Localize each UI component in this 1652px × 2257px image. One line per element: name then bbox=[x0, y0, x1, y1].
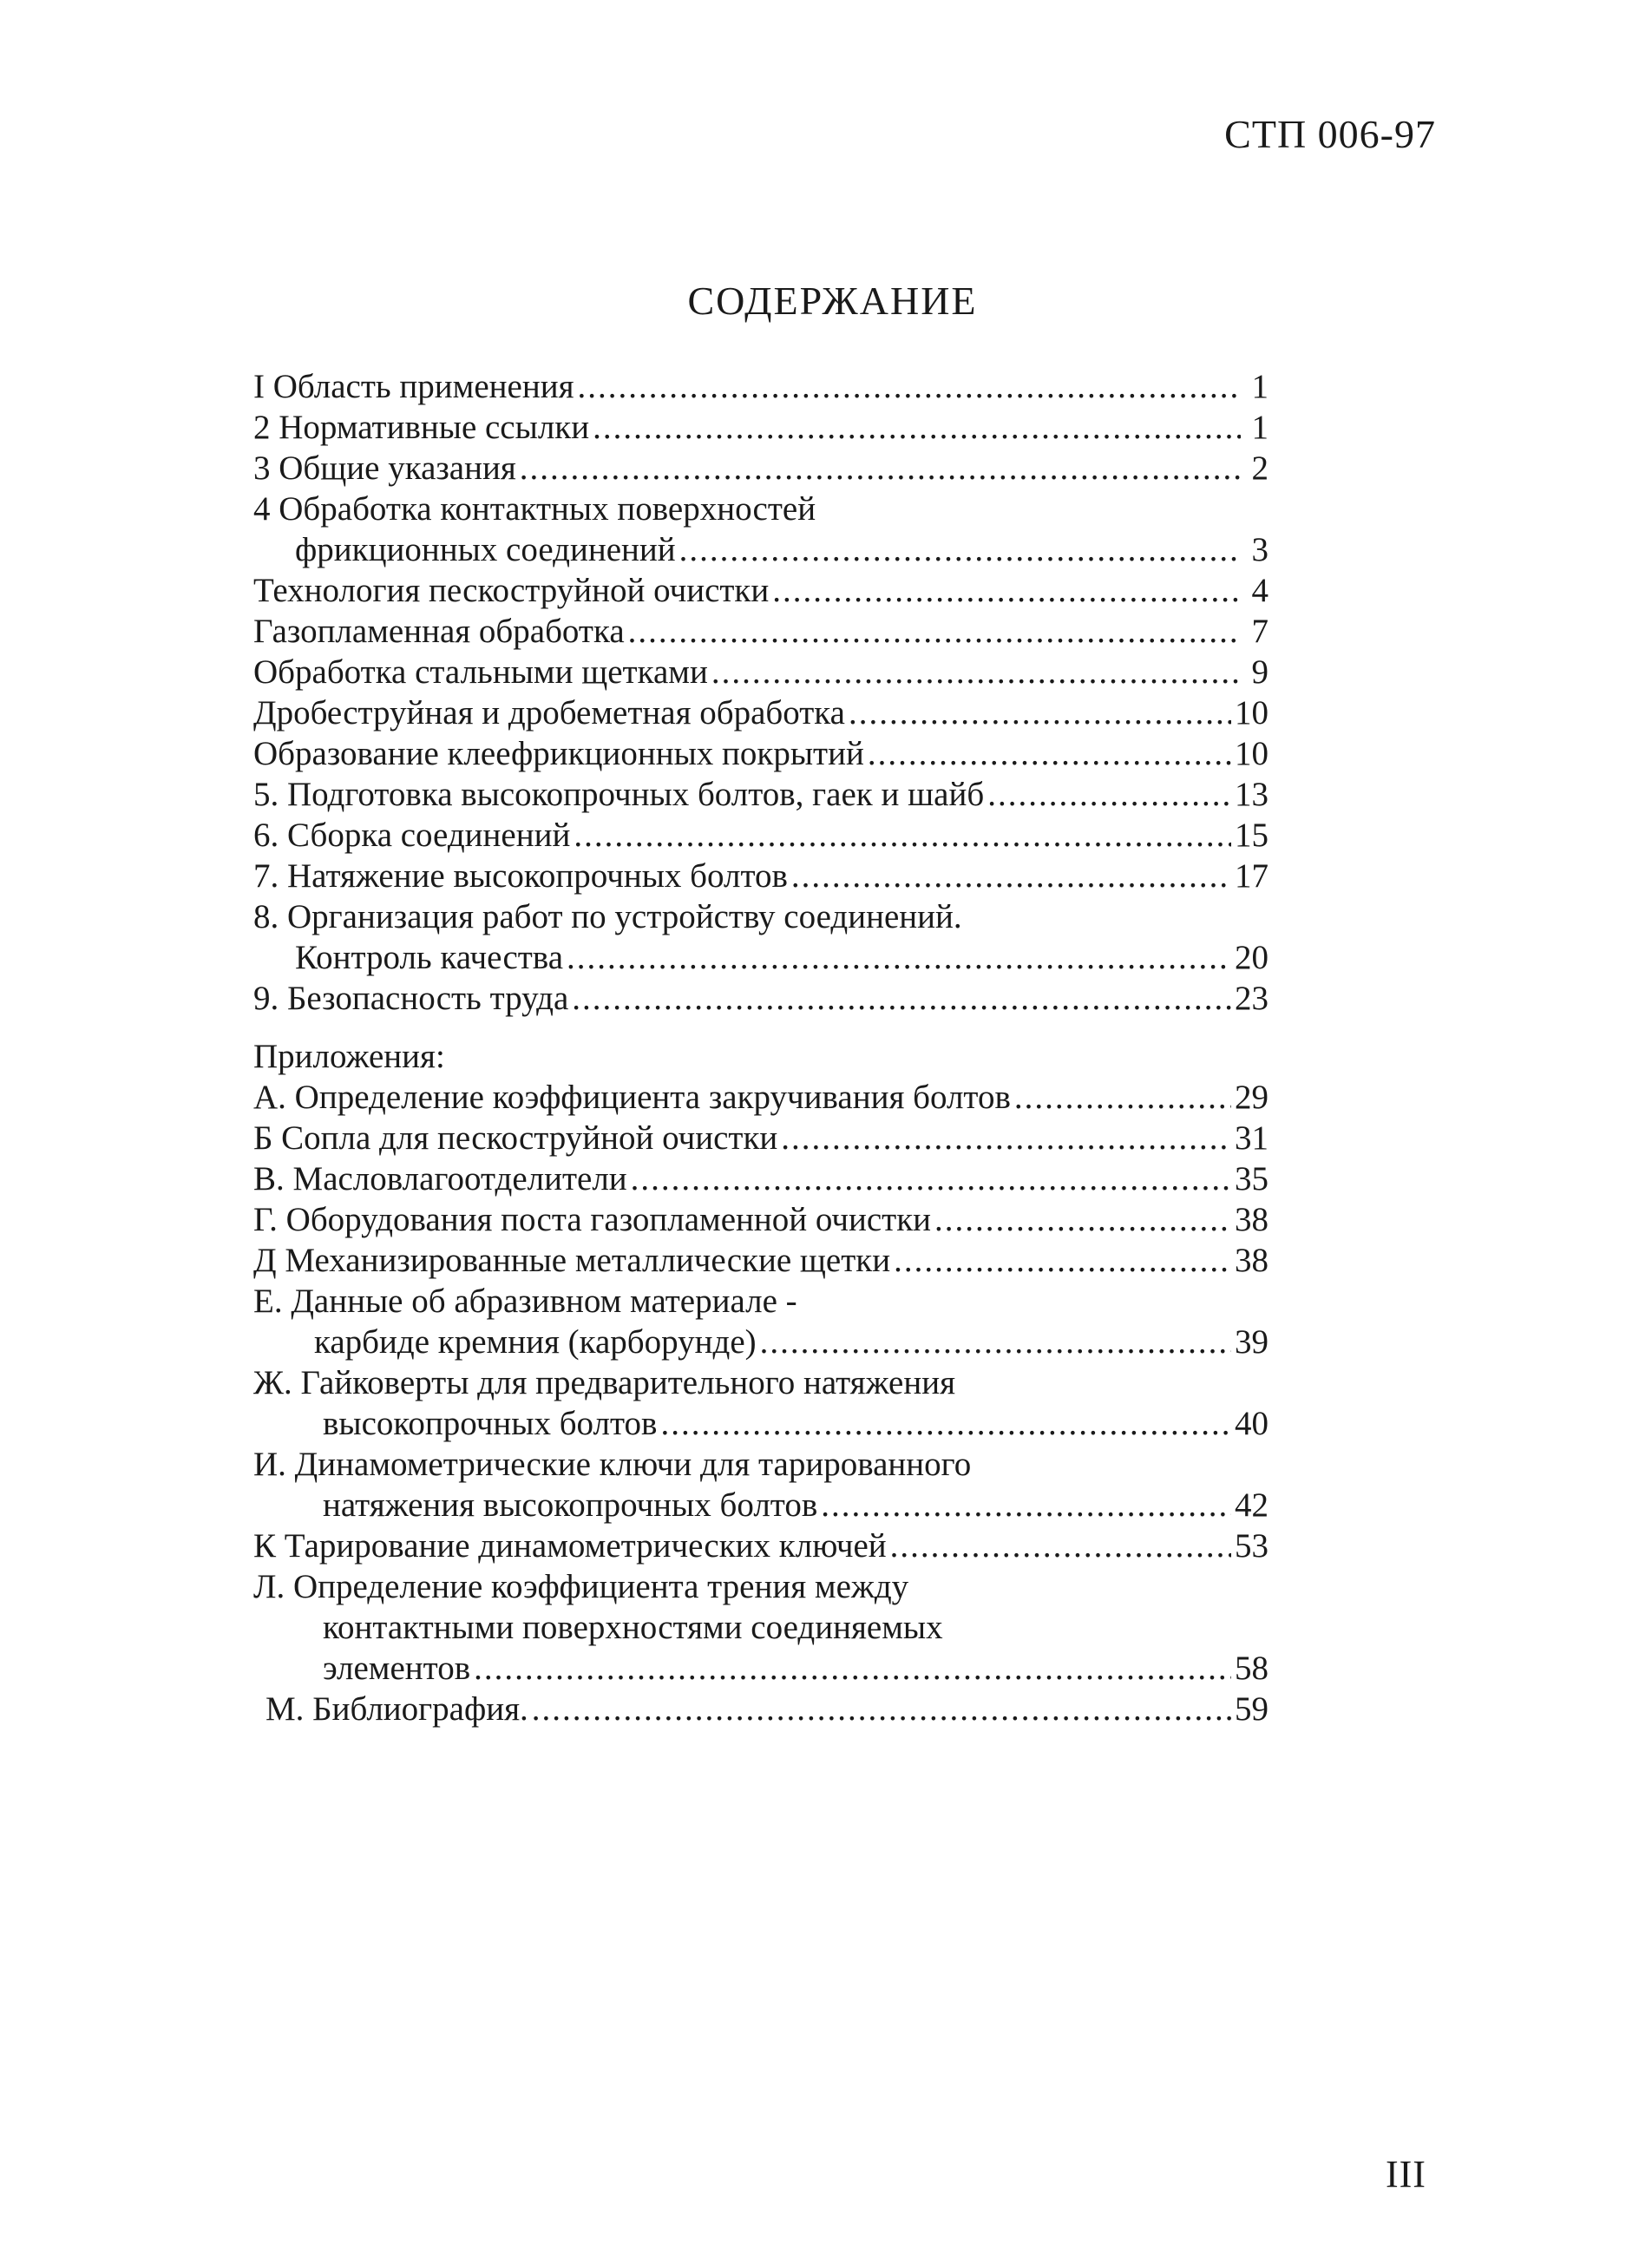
dot-leader bbox=[868, 733, 1231, 774]
toc-entry-page: 10 bbox=[1235, 694, 1268, 732]
toc-entry-continuation[interactable] bbox=[253, 529, 1268, 570]
dot-leader bbox=[631, 1158, 1231, 1199]
toc-entry-text: 8. Организация работ по устройству соединений. bbox=[253, 898, 962, 935]
appendix-entry[interactable] bbox=[253, 1689, 1268, 1729]
toc-entry-page: 7 bbox=[1251, 613, 1268, 650]
page-number: III bbox=[1386, 2153, 1426, 2195]
toc-entry-text: А. Определение коэффициента закручивания болтов bbox=[253, 1079, 1011, 1116]
toc-entry-page: 39 bbox=[1235, 1323, 1268, 1361]
toc-entry-text: 2 Нормативные ссылки bbox=[253, 409, 590, 446]
toc-entry-page: 58 bbox=[1235, 1650, 1268, 1687]
toc-entry-text: Контроль качества bbox=[295, 939, 564, 976]
toc-entry-page: 31 bbox=[1235, 1119, 1268, 1157]
dot-leader bbox=[578, 366, 1241, 407]
dot-leader bbox=[520, 448, 1241, 489]
document-code: СТП 006-97 bbox=[1224, 112, 1436, 156]
dot-leader bbox=[567, 937, 1231, 978]
toc-entry-text: 6. Сборка соединений bbox=[253, 817, 571, 854]
toc-title: СОДЕРЖАНИЕ bbox=[687, 279, 978, 323]
toc-entry-text: Газопламенная обработка bbox=[253, 613, 625, 650]
dot-leader bbox=[760, 1322, 1231, 1362]
toc-entry-text: карбиде кремния (карборунде) bbox=[314, 1323, 757, 1361]
toc-entry-text: Образование клеефрикционных покрытий bbox=[253, 735, 864, 772]
dot-leader bbox=[572, 978, 1231, 1019]
toc-entry-page: 3 bbox=[1251, 531, 1268, 568]
toc-entry-page: 2 bbox=[1251, 449, 1268, 487]
appendix-entry[interactable] bbox=[253, 1077, 1268, 1118]
toc-entry-text: Л. Определение коэффициента трения между bbox=[253, 1568, 909, 1605]
toc-entry-text: высокопрочных болтов bbox=[323, 1405, 658, 1442]
dot-leader bbox=[849, 692, 1231, 733]
section-spacer bbox=[253, 1019, 1268, 1036]
toc-entry-text: В. Масловлагоотделители bbox=[253, 1160, 627, 1197]
toc-entry-text: 7. Натяжение высокопрочных болтов bbox=[253, 857, 788, 895]
toc-entry-text: натяжения высокопрочных болтов bbox=[323, 1486, 818, 1524]
toc-entry[interactable] bbox=[253, 652, 1268, 692]
appendix-entry[interactable] bbox=[253, 1362, 1268, 1403]
toc-entry-text: элементов bbox=[323, 1650, 471, 1687]
toc-entry-text: Дробеструйная и дробеметная обработка bbox=[253, 694, 845, 732]
appendix-entry[interactable] bbox=[253, 1525, 1268, 1566]
dot-leader bbox=[1014, 1077, 1231, 1118]
appendix-entry[interactable] bbox=[253, 1158, 1268, 1199]
toc-entry-continuation[interactable] bbox=[253, 937, 1268, 978]
toc-entry-text: фрикционных соединений bbox=[295, 531, 676, 568]
appendix-heading bbox=[253, 1036, 1268, 1077]
toc-entry-page: 53 bbox=[1235, 1527, 1268, 1565]
dot-leader bbox=[791, 856, 1231, 896]
appendix-entry[interactable] bbox=[253, 1240, 1268, 1281]
toc-entry-page: 20 bbox=[1235, 939, 1268, 976]
dot-leader bbox=[532, 1689, 1231, 1729]
dot-leader bbox=[628, 611, 1241, 652]
toc-entry[interactable] bbox=[253, 856, 1268, 896]
dot-leader bbox=[987, 774, 1231, 815]
dot-leader bbox=[781, 1118, 1231, 1158]
toc-entry-page: 15 bbox=[1235, 817, 1268, 854]
toc-entry-page: 1 bbox=[1251, 409, 1268, 446]
toc-entry-page: 59 bbox=[1235, 1690, 1268, 1728]
appendix-entry[interactable] bbox=[253, 1281, 1268, 1322]
toc-entry-text: 9. Безопасность труда bbox=[253, 980, 569, 1017]
toc-entry[interactable] bbox=[253, 489, 1268, 529]
toc-entry-page: 42 bbox=[1235, 1486, 1268, 1524]
appendix-entry-continuation[interactable] bbox=[253, 1403, 1268, 1444]
appendix-entry-continuation[interactable] bbox=[253, 1648, 1268, 1689]
dot-leader bbox=[934, 1199, 1231, 1240]
toc-entry[interactable] bbox=[253, 774, 1268, 815]
toc-entry-page: 9 bbox=[1251, 653, 1268, 691]
toc-entry-text: контактными поверхностями соединяемых bbox=[323, 1609, 943, 1646]
toc-entry-text: Обработка стальными щетками bbox=[253, 653, 708, 691]
toc-entry-page: 38 bbox=[1235, 1201, 1268, 1238]
toc-entry-page: 10 bbox=[1235, 735, 1268, 772]
appendix-entry[interactable] bbox=[253, 1444, 1268, 1485]
appendix-entry[interactable] bbox=[253, 1199, 1268, 1240]
toc-entry[interactable] bbox=[253, 366, 1268, 407]
appendix-heading-text: Приложения: bbox=[253, 1038, 445, 1075]
toc-entry-page: 1 bbox=[1251, 368, 1268, 405]
toc-entry-text: 3 Общие указания bbox=[253, 449, 516, 487]
toc-entry-text: К Тарирование динамометрических ключей bbox=[253, 1527, 887, 1565]
toc-entry-page: 23 bbox=[1235, 980, 1268, 1017]
appendix-entry-continuation[interactable] bbox=[253, 1607, 1268, 1648]
toc-entry[interactable] bbox=[253, 570, 1268, 611]
toc-entry[interactable] bbox=[253, 815, 1268, 856]
toc-entry[interactable] bbox=[253, 611, 1268, 652]
toc-entry[interactable] bbox=[253, 448, 1268, 489]
table-of-contents bbox=[253, 366, 1268, 1729]
toc-entry-text: Ж. Гайковерты для предварительного натяжения bbox=[253, 1364, 956, 1401]
dot-leader bbox=[890, 1525, 1231, 1566]
dot-leader bbox=[574, 815, 1231, 856]
toc-entry-text: I Область применения bbox=[253, 368, 574, 405]
toc-entry-page: 4 bbox=[1251, 572, 1268, 609]
toc-entry-text: Г. Оборудования поста газопламенной очистки bbox=[253, 1201, 932, 1238]
toc-entry-text: 5. Подготовка высокопрочных болтов, гаек и шайб bbox=[253, 776, 985, 813]
dot-leader bbox=[593, 407, 1241, 448]
toc-entry-page: 38 bbox=[1235, 1242, 1268, 1279]
toc-entry-text: Технология пескоструйной очистки bbox=[253, 572, 770, 609]
dot-leader bbox=[894, 1240, 1231, 1281]
toc-entry[interactable] bbox=[253, 896, 1268, 937]
toc-entry-text: Б Сопла для пескоструйной очистки bbox=[253, 1119, 778, 1157]
dot-leader bbox=[660, 1403, 1231, 1444]
toc-entry-text: Е. Данные об абразивном материале - bbox=[253, 1283, 797, 1320]
dot-leader bbox=[474, 1648, 1231, 1689]
dot-leader bbox=[772, 570, 1241, 611]
toc-entry[interactable] bbox=[253, 978, 1268, 1019]
dot-leader bbox=[821, 1485, 1231, 1525]
toc-entry-page: 17 bbox=[1235, 857, 1268, 895]
appendix-entry-continuation[interactable] bbox=[253, 1322, 1268, 1362]
toc-entry-text: Д Механизированные металлические щетки bbox=[253, 1242, 891, 1279]
toc-entry-text: М. Библиография. bbox=[266, 1690, 528, 1728]
toc-entry-page: 35 bbox=[1235, 1160, 1268, 1197]
toc-entry-text: 4 Обработка контактных поверхностей bbox=[253, 490, 816, 528]
toc-entry[interactable] bbox=[253, 733, 1268, 774]
appendix-entry[interactable] bbox=[253, 1566, 1268, 1607]
toc-entry-page: 40 bbox=[1235, 1405, 1268, 1442]
toc-entry[interactable] bbox=[253, 692, 1268, 733]
appendix-entry-continuation[interactable] bbox=[253, 1485, 1268, 1525]
toc-entry-page: 29 bbox=[1235, 1079, 1268, 1116]
toc-entry-text: И. Динамометрические ключи для тарированного bbox=[253, 1446, 972, 1483]
dot-leader bbox=[679, 529, 1241, 570]
dot-leader bbox=[711, 652, 1241, 692]
appendix-entry[interactable] bbox=[253, 1118, 1268, 1158]
toc-entry-page: 13 bbox=[1235, 776, 1268, 813]
toc-entry[interactable] bbox=[253, 407, 1268, 448]
